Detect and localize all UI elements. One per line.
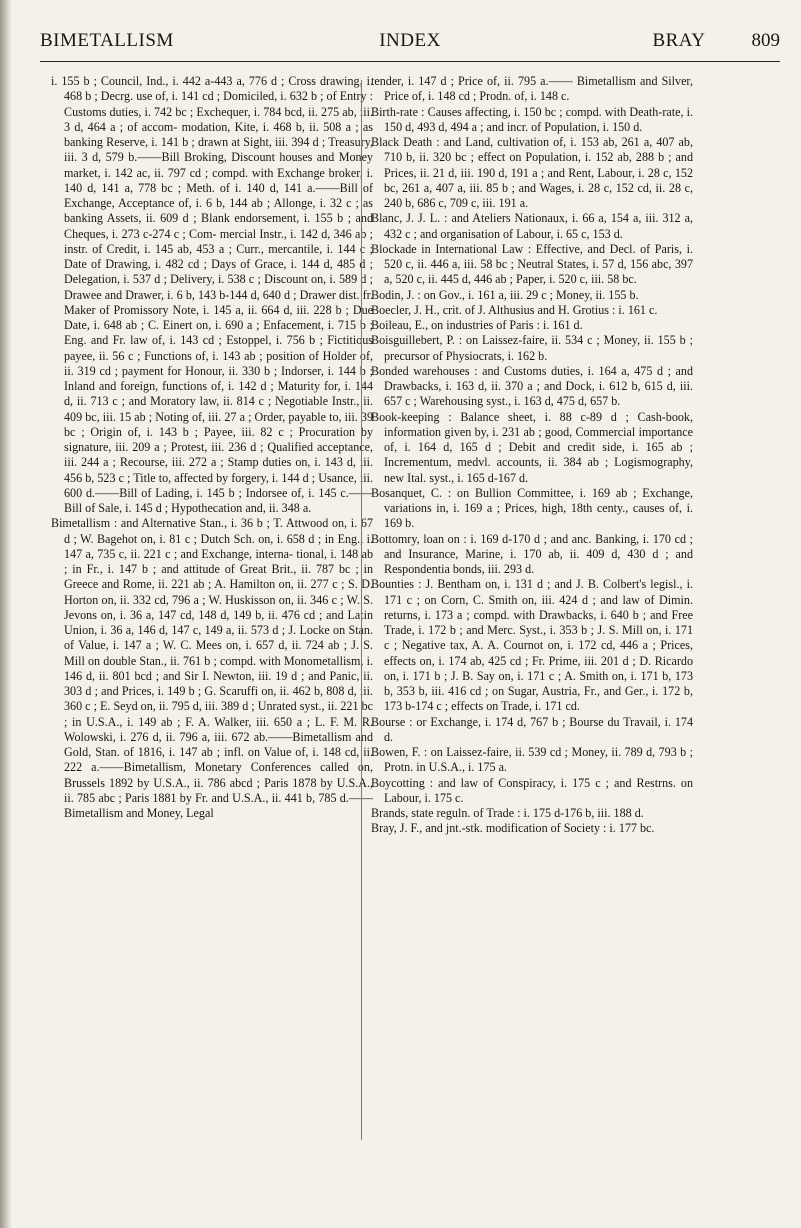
page-number: 809 xyxy=(751,30,780,51)
binding-gutter-shadow xyxy=(0,0,12,1228)
index-entry: Bodin, J. : on Gov., i. 161 a, iii. 29 c ; Money, ii. 155 b. xyxy=(371,287,639,302)
column-divider xyxy=(361,80,362,1140)
index-entry: Boycotting : and law of Conspiracy, i. 175 c ; and Restrns. on Labour, i. 175 c. xyxy=(371,775,693,805)
index-entry: Bourse : or Exchange, i. 174 d, 767 b ; Bourse du Travail, i. 174 d. xyxy=(371,714,693,744)
running-header xyxy=(40,30,780,60)
header-left-word: BIMETALLISM xyxy=(40,30,174,51)
header-right-word: BRAY xyxy=(652,30,706,51)
index-entry: Brands, state reguln. of Trade : i. 175 d-176 b, iii. 188 d. xyxy=(371,806,644,820)
index-entry: Bowen, F. : on Laissez-faire, ii. 539 cd ; Money, ii. 789 d, 793 b ; Protn. in U.S.A., i. 175 a. xyxy=(371,745,693,775)
index-entry: i. 155 b ; Council, Ind., i. 442 a-443 a, 776 d ; Cross drawing, i. 468 b ; Decrg. use of, i. 141 cd ; Domiciled, i. 632 b ; of Entry : Customs duties, i. 742 bc ; Exchequer, i. 784 bcd, ii. 275 ab, iii. 3 d, 464 a ; of accom- modation, Kite, i. 468 b, ii. 508 a ; as banking Reserve, i. 141 b ; drawn at Sight, iii. 394 d ; Treasury, iii. 3 d, 579 b.——Bill Broking, Discount houses and Money market, i. 142 ac, ii. 797 cd ; compd. with Exchange broker, i. 140 d, 141 a, 778 bc ; Meth. of i. 140 d, 141 a.——Bill of Exchange, Acceptance of, i. 6 b, 144 ab ; Allonge, i. 32 c ; as banking Assets, ii. 609 d ; Blank endorsement, i. 155 b ; and Cheques, i. 273 c-274 c ; Com- mercial Instr., i. 142 d, 346 ab ; instr. of Credit, i. 145 ab, 453 a ; Curr., mercantile, i. 144 c ; Date of Drawing, i. 482 cd ; Days of Grace, i. 144 d, 485 d ; Delegation, i. 537 d ; Delivery, i. 538 c ; Discount on, i. 589 d ; Drawee and Drawer, i. 6 b, 143 b-144 d, 640 d ; Drawer dist. fr. Maker of Promissory Note, i. 145 a, ii. 664 d, iii. 228 b ; Due Date, i. 648 ab ; C. Einert on, i. 690 a ; Enfacement, i. 715 b ; Eng. and Fr. law of, i. 143 cd ; Estoppel, i. 756 b ; Fictitious payee, ii. 56 c ; Functions of, i. 143 ab ; position of Holder of, ii. 319 cd ; payment for Honour, ii. 330 b ; Indorser, i. 144 b ; Inland and foreign, functions of, i. 142 d ; Maturity for, i. 144 d, ii. 713 c ; and Moratory law, ii. 814 c ; Negotiable Instr., ii. 409 bc, iii. 15 ab ; Noting of, iii. 27 a ; Order, payable to, iii. 39 bc ; Origin of, i. 143 b ; Payee, iii. 82 c ; Procuration by signature, iii. 209 a ; Protest, iii. 236 d ; Qualified acceptance, iii. 244 a ; Recourse, iii. 272 a ; Stamp duties on, i. 143 d, iii. 456 b, 523 c ; Title to, affected by forgery, i. 144 d ; Usance, iii. 600 d.——Bill of Lading, i. 145 b ; Indorsee of, i. 145 c.——Bill of Sale, i. 145 d ; Hypothecation and, ii. 348 a. xyxy=(51,74,373,515)
index-entry: Black Death : and Land, cultivation of, i. 153 ab, 261 a, 407 ab, 710 b, ii. 320 bc ; effect on Population, i. 152 ab, 288 b ; and Prices, ii. 21 d, iii. 190 d, 191 a ; and Rent, Labour, i. 28 c, 152 bc, 261 a, 407 a, iii. 85 b ; and Wages, i. 28 c, 152 cd, ii. 28 c, 240 b, 686 c, 709 c, iii. 191 a. xyxy=(371,135,693,210)
index-entry: Bounties : J. Bentham on, i. 131 d ; and J. B. Colbert's legisl., i. 171 c ; on Corn, C. Smith on, iii. 424 d ; and law of Dimin. returns, i. 173 a ; compd. with Drawbacks, i. 640 b ; and Free Trade, i. 172 b ; and Merc. Syst., i. 353 b ; J. S. Mill on, i. 171 c ; Negative tax, A. A. Cournot on, i. 172 cd, 446 a ; Prices, effects on, i. 174 ab, 425 cd ; Fr. Prime, iii. 201 d ; D. Ricardo on, i. 171 b ; J. B. Say on, i. 171 c ; A. Smith on, i. 171 b, 173 b, 353 b, iii. 416 cd ; on Sugar, Austria, Fr., and Ger., i. 172 b, 173 b-174 c ; effects on Trade, i. 171 cd. xyxy=(371,577,693,714)
index-entry: Bonded warehouses : and Customs duties, i. 164 a, 475 d ; and Drawbacks, i. 163 d, ii. 370 a ; and Dock, i. 612 b, 615 d, iii. 657 c ; Warehousing syst., i. 163 d, 475 d, 657 b. xyxy=(371,363,693,409)
index-entry: Blockade in International Law : Effective, and Decl. of Paris, i. 520 c, ii. 446 a, iii. 58 bc ; Neutral States, i. 57 d, 156 abc, 397 a, 520 c, ii. 445 d, 446 ab ; Paper, i. 520 c, iii. 58 bc. xyxy=(371,241,693,287)
index-entry: Birth-rate : Causes affecting, i. 150 bc ; compd. with Death-rate, i. 150 d, 493 d, 494 a ; and incr. of Population, i. 150 d. xyxy=(371,104,693,134)
index-entry: Boileau, E., on industries of Paris : i. 161 d. xyxy=(371,318,583,332)
index-entry: Blanc, J. J. L. : and Ateliers Nationaux, i. 66 a, 154 a, iii. 312 a, 432 c ; and organisation of Labour, i. 65 c, 153 d. xyxy=(371,211,693,241)
index-entry: Boecler, J. H., crit. of J. Althusius and H. Grotius : i. 161 c. xyxy=(371,302,658,317)
left-column xyxy=(51,74,373,821)
header-center-word: INDEX xyxy=(379,30,441,51)
index-entry: Bosanquet, C. : on Bullion Committee, i. 169 ab ; Exchange, variations in, i. 169 a ; Prices, high, 18th centy., causes of, i. 169 b. xyxy=(371,485,693,531)
header-rule xyxy=(40,61,780,62)
index-entry: tender, i. 147 d ; Price of, ii. 795 a.—— Bimetallism and Silver, Price of, i. 148 cd ; Prodn. of, i. 148 c. xyxy=(371,74,693,104)
index-entry: Bimetallism : and Alternative Stan., i. 36 b ; T. Attwood on, i. 67 d ; W. Bagehot on, i. 81 c ; Dutch Sch. on, i. 658 d ; in Eng., i. 147 a, 735 c, ii. 221 c ; and Exchange, interna- tional, i. 148 ab ; in Fr., i. 147 b ; and attitude of Great Brit., ii. 787 bc ; in Greece and Rome, ii. 221 ab ; A. Hamilton on, ii. 277 c ; S. D. Horton on, ii. 332 cd, 796 a ; W. Huskisson on, ii. 346 c ; W. S. Jevons on, i. 36 a, 147 cd, 148 d, 149 b, ii. 476 cd ; and Latin Union, i. 36 a, 146 d, 147 c, 149 a, ii. 573 d ; J. Locke on Stan. of Value, i. 147 a ; W. C. Mees on, i. 657 d, ii. 724 ab ; J. S. Mill on double Stan., ii. 761 b ; compd. with Monometallism, i. 146 d, ii. 801 bcd ; and Sir I. Newton, iii. 19 d ; and Panic, ii. 303 d ; and Prices, i. 149 b ; G. Scaruffi on, ii. 462 b, 808 d, iii. 360 c ; E. Seyd on, ii. 795 d, iii. 389 d ; Unrated syst., ii. 221 bc ; in U.S.A., i. 149 ab ; F. A. Walker, iii. 650 a ; L. F. M. R. Wolowski, i. 276 d, ii. 796 a, iii. 672 ab.——Bimetallism and Gold, Stan. of 1816, i. 147 ab ; infl. on Value of, i. 148 cd, ii. 222 a.——Bimetallism, Monetary Conferences called on, Brussels 1892 by U.S.A., ii. 786 abcd ; Paris 1878 by U.S.A., ii. 785 abc ; Paris 1881 by Fr. and U.S.A., ii. 441 b, 785 d.——Bimetallism and Money, Legal xyxy=(51,516,373,820)
index-entry: Bray, J. F., and jnt.-stk. modification of Society : i. 177 bc. xyxy=(371,821,655,836)
index-entry: Boisguillebert, P. : on Laissez-faire, ii. 534 c ; Money, ii. 155 b ; precursor of Physiocrats, i. 162 b. xyxy=(371,333,693,363)
index-entry: Bottomry, loan on : i. 169 d-170 d ; and anc. Banking, i. 170 cd ; and Insurance, Marine, i. 170 ab, ii. 409 d, 430 d ; and Respondentia bonds, iii. 293 d. xyxy=(371,531,693,576)
header-right xyxy=(652,30,780,52)
index-entry: Book-keeping : Balance sheet, i. 88 c-89 d ; Cash-book, information given by, i. 231 ab ; good, Commercial importance of, i. 164 d, 165 d ; Debit and credit side, i. 165 ab ; Incrementum, medvl. accounts, ii. 384 ab ; Logismography, new Ital. syst., i. 165 d-167 d. xyxy=(371,409,693,485)
right-column xyxy=(371,74,693,837)
